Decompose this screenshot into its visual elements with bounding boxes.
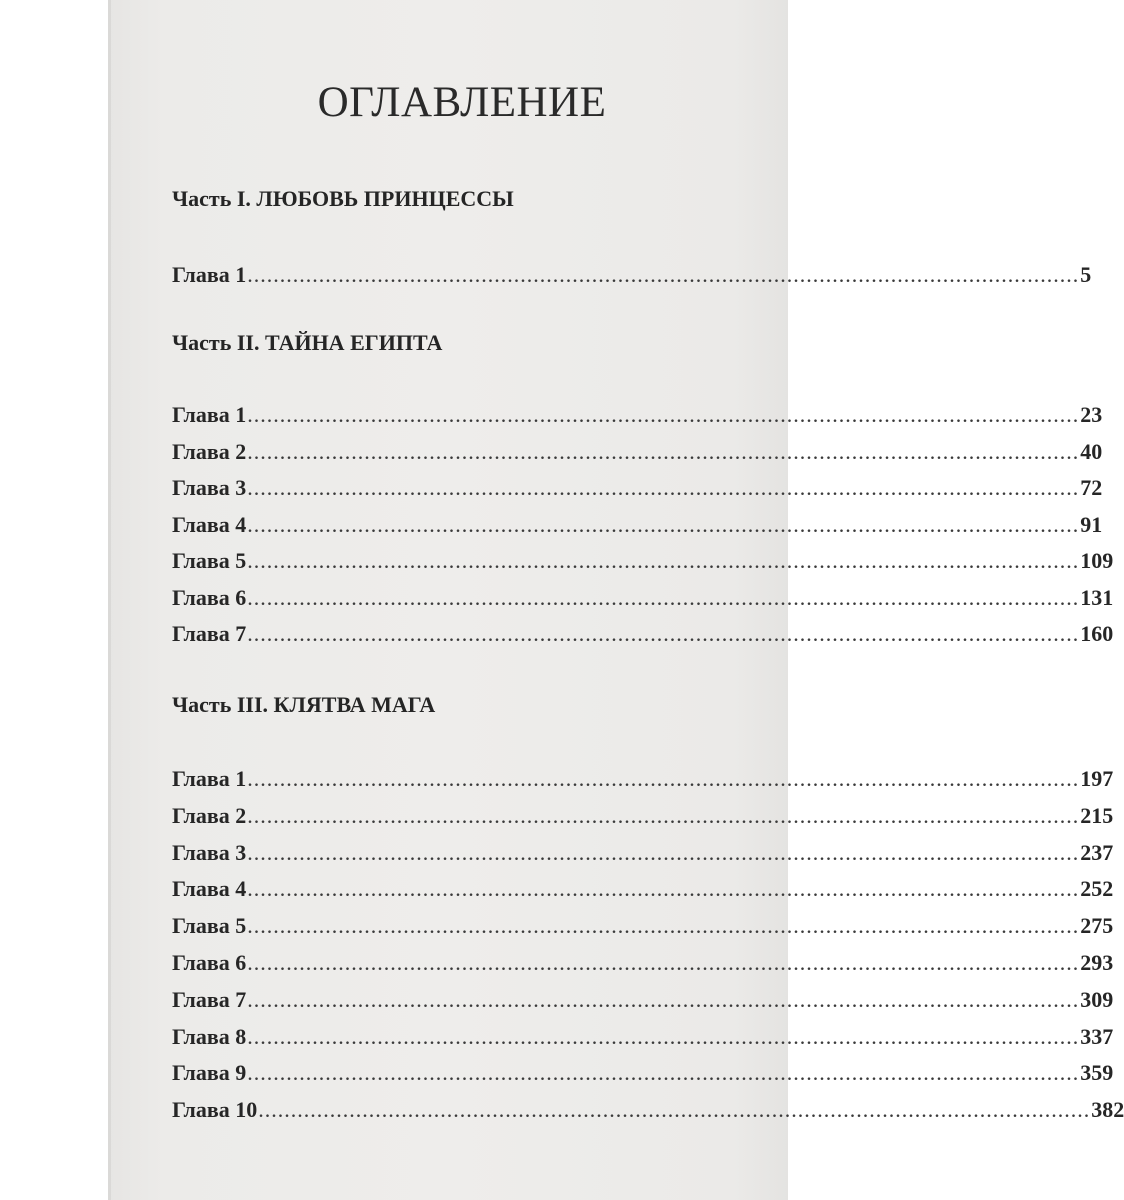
- toc-entry[interactable]: [172, 799, 1114, 833]
- chapter-label: Глава 6: [172, 950, 247, 975]
- page-number: 40: [1080, 438, 1103, 464]
- toc-entry[interactable]: [172, 946, 1114, 980]
- part-heading-3: [172, 692, 435, 718]
- page-number: 5: [1080, 262, 1092, 287]
- dot-leader: ................................................................................................................................: [247, 584, 1080, 610]
- page-number: 275: [1080, 913, 1114, 939]
- dot-leader: ................................................................................................................................: [258, 1097, 1091, 1123]
- chapter-label: Глава 7: [172, 986, 247, 1012]
- dot-leader: ................................................................................................................................: [247, 262, 1080, 287]
- page-number: 293: [1080, 950, 1114, 975]
- chapter-label: Глава 9: [172, 1060, 247, 1086]
- toc-entry[interactable]: [172, 617, 1114, 651]
- dot-leader: ................................................................................................................................: [247, 986, 1080, 1012]
- toc-entry[interactable]: [172, 581, 1114, 615]
- chapter-label: Глава 8: [172, 1023, 247, 1049]
- chapter-label: Глава 1: [172, 402, 247, 427]
- toc-entry[interactable]: [172, 1093, 1124, 1127]
- dot-leader: ................................................................................................................................: [247, 621, 1080, 646]
- page-number: 237: [1080, 839, 1114, 865]
- chapter-label: Глава 3: [172, 839, 247, 865]
- dot-leader: ................................................................................................................................: [247, 511, 1080, 537]
- chapter-label: Глава 4: [172, 511, 247, 537]
- toc-entry[interactable]: [172, 398, 1103, 432]
- page-number: 337: [1080, 1023, 1114, 1049]
- part-heading-1: [172, 186, 514, 212]
- dot-leader: ................................................................................................................................: [247, 802, 1080, 828]
- dot-leader: ................................................................................................................................: [247, 913, 1080, 939]
- toc-entry[interactable]: [172, 471, 1103, 505]
- toc-entry[interactable]: [172, 872, 1114, 906]
- toc-entry[interactable]: [172, 544, 1114, 578]
- chapter-label: Глава 1: [172, 262, 247, 287]
- toc-entry[interactable]: [172, 258, 1092, 292]
- part-name: ЛЮБОВЬ ПРИНЦЕССЫ: [256, 186, 514, 211]
- part-heading-2: [172, 330, 442, 356]
- dot-leader: ................................................................................................................................: [247, 766, 1080, 791]
- toc-title: ОГЛАВЛЕНИЕ: [317, 79, 607, 126]
- part-label: Часть II.: [172, 330, 260, 355]
- page-number: 23: [1080, 402, 1103, 427]
- dot-leader: ................................................................................................................................: [247, 475, 1080, 500]
- page-number: 91: [1080, 511, 1103, 537]
- toc-entry[interactable]: [172, 762, 1114, 796]
- page-number: 382: [1091, 1097, 1124, 1123]
- page-number: 197: [1080, 766, 1114, 791]
- toc-entry[interactable]: [172, 909, 1114, 943]
- part-label: Часть III.: [172, 692, 269, 717]
- chapter-label: Глава 10: [172, 1097, 258, 1123]
- chapter-label: Глава 2: [172, 802, 247, 828]
- dot-leader: ................................................................................................................................: [247, 438, 1080, 464]
- toc-entry[interactable]: [172, 1020, 1114, 1054]
- page-number: 252: [1080, 876, 1114, 902]
- dot-leader: ................................................................................................................................: [247, 1023, 1080, 1049]
- toc-entry[interactable]: [172, 983, 1114, 1017]
- page-number: 359: [1080, 1060, 1114, 1086]
- chapter-label: Глава 4: [172, 876, 247, 902]
- chapter-label: Глава 1: [172, 766, 247, 791]
- chapter-label: Глава 3: [172, 475, 247, 500]
- dot-leader: ................................................................................................................................: [247, 876, 1080, 902]
- dot-leader: ................................................................................................................................: [247, 402, 1080, 427]
- page-edge: [108, 0, 111, 1200]
- chapter-label: Глава 2: [172, 438, 247, 464]
- dot-leader: ................................................................................................................................: [247, 1060, 1080, 1086]
- part-name: ТАЙНА ЕГИПТА: [264, 330, 443, 355]
- toc-entry[interactable]: [172, 435, 1103, 469]
- dot-leader: ................................................................................................................................: [247, 950, 1080, 975]
- dot-leader: ................................................................................................................................: [247, 548, 1080, 573]
- toc-entry[interactable]: [172, 836, 1114, 870]
- page-number: 309: [1080, 986, 1114, 1012]
- page-number: 215: [1080, 802, 1114, 828]
- chapter-label: Глава 6: [172, 584, 247, 610]
- chapter-label: Глава 7: [172, 621, 247, 646]
- page-number: 72: [1080, 475, 1103, 500]
- dot-leader: ................................................................................................................................: [247, 839, 1080, 865]
- part-name: КЛЯТВА МАГА: [273, 692, 436, 717]
- toc-entry[interactable]: [172, 1056, 1114, 1090]
- page-number: 109: [1080, 548, 1114, 573]
- toc-entry[interactable]: [172, 508, 1103, 542]
- page-number: 131: [1080, 584, 1114, 610]
- chapter-label: Глава 5: [172, 913, 247, 939]
- part-label: Часть I.: [172, 186, 251, 211]
- chapter-label: Глава 5: [172, 548, 247, 573]
- page-number: 160: [1080, 621, 1114, 646]
